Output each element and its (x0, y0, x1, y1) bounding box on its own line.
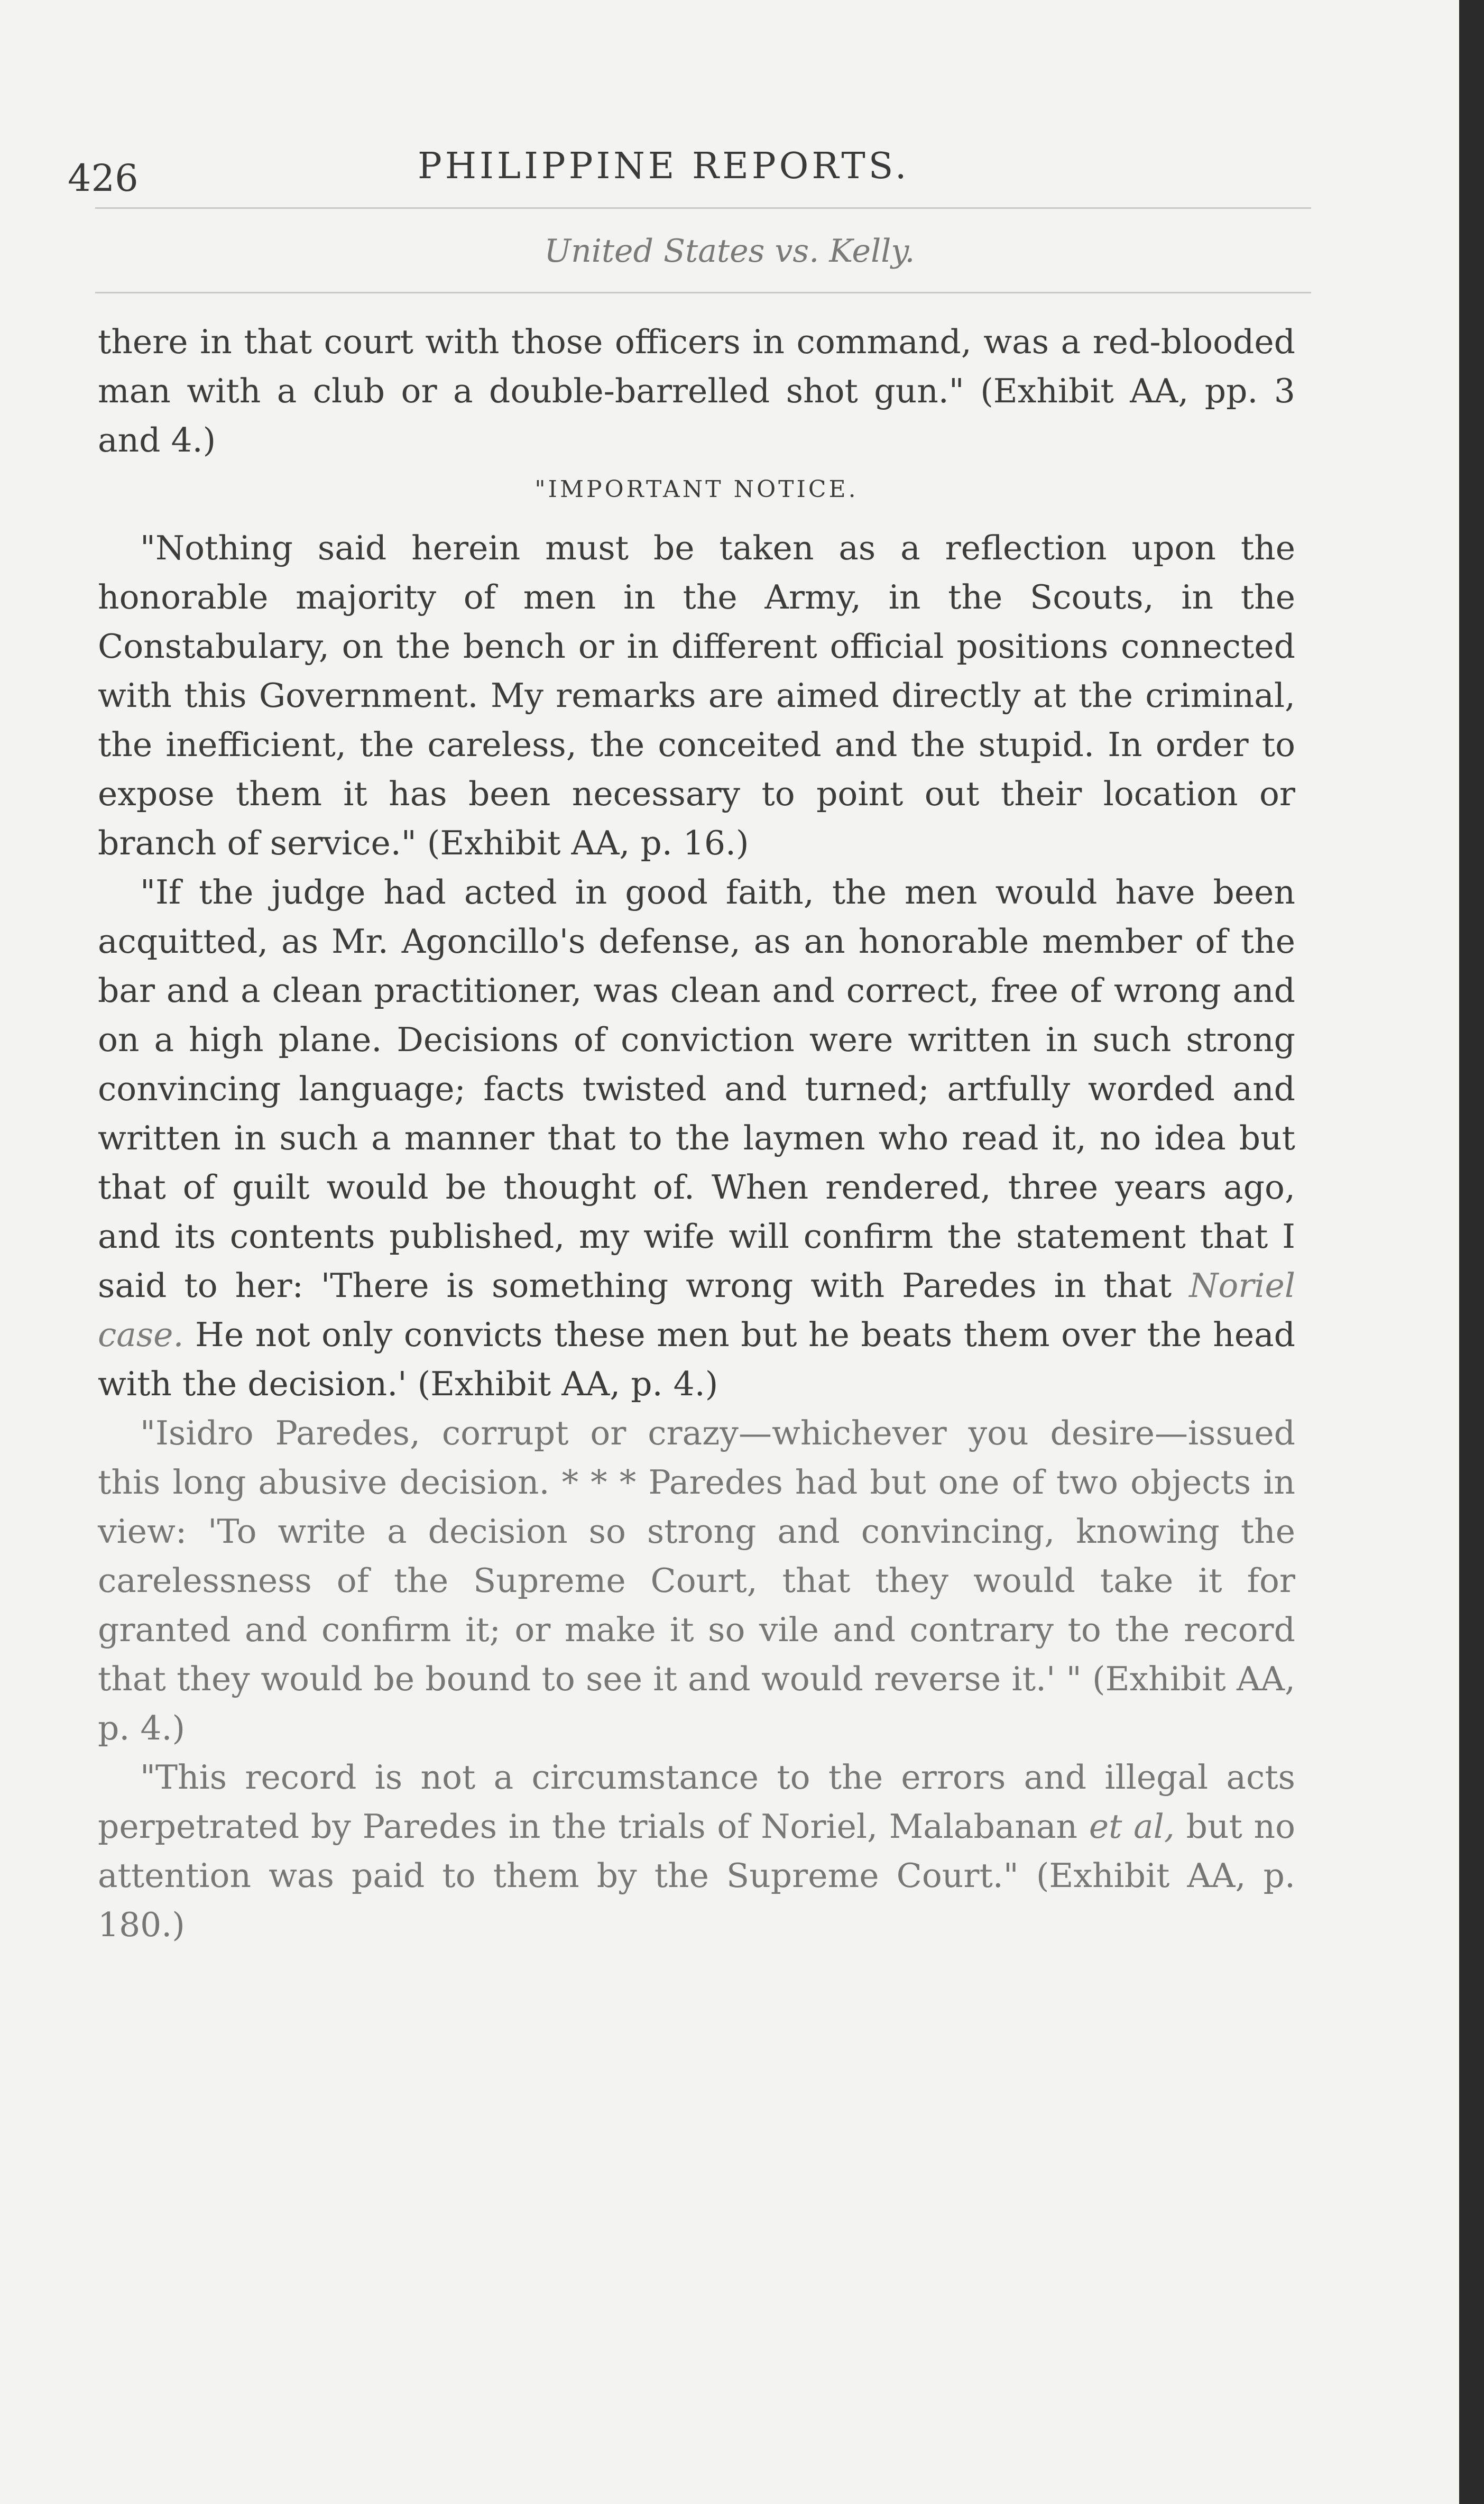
paragraph-record (98, 1753, 1295, 1949)
paragraph-paredes: "Isidro Paredes, corrupt or crazy—whichever you desire—issued this long abusive decision. * * * Paredes had but one of two objects in view: 'To write a decision so strong and convincing, knowing the carelessness of the Supreme Court, that they would take it for granted and confirm it; or make it so vile and contrary to the record that they would be bound to see it and would reverse it.' " (Exhibit AA, p. 4.) (98, 1414, 1295, 1747)
paragraph-record-text-b: but no attention was paid to them by the Supreme Court." (Exhibit AA, p. 180.) (98, 1807, 1295, 1944)
case-title: United States vs. Kelly. (544, 233, 915, 270)
header-rule (95, 207, 1311, 209)
et-al-italic: et al, (1089, 1807, 1175, 1846)
paragraph-notice: "Nothing said herein must be taken as a reflection upon the honorable majority of men in the Army, in the Scouts, in the Constabulary, on the bench or in different official positions connected with this Government. My remarks are aimed directly at the criminal, the inefficient, the careless, the conceited and the stupid. In order to expose them it has been necessary to point out their location or branch of service." (Exhibit AA, p. 16.) (98, 529, 1295, 862)
scan-edge (1459, 0, 1484, 2504)
body-text (98, 317, 1295, 1949)
notice-heading: "IMPORTANT NOTICE. (534, 476, 859, 503)
case-title-rule (95, 292, 1311, 293)
paragraph-good-faith (98, 868, 1295, 1408)
paragraph-good-faith-text-a: "If the judge had acted in good faith, the men would have been acquitted, as Mr. Agoncillo's defense, as an honorable member of the bar and a clean practitioner, was clean and correct, free of wrong and on a high plane. Decisions of conviction were written in such strong convincing language; facts twisted and turned; artfully worded and written in such a manner that to the laymen who read it, no idea but that of guilt would be thought of. When rendered, three years ago, and its contents published, my wife will confirm the statement that I said to her: 'There is something wrong with Paredes in that (98, 873, 1295, 1305)
page-number: 426 (68, 156, 139, 200)
paragraph-continuation: there in that court with those officers in command, was a red-blooded man with a club or a double-barrelled shot gun." (Exhibit AA, pp. 3 and 4.) (98, 323, 1295, 459)
paragraph-record-text-a: "This record is not a circumstance to the errors and illegal acts perpetrated by Paredes in the trials of Noriel, Malabanan (98, 1758, 1295, 1846)
case-name-italic: Noriel case. (98, 1266, 1295, 1354)
running-head: PHILIPPINE REPORTS. (418, 145, 910, 187)
paragraph-good-faith-text-b: He not only convicts these men but he beats them over the head with the decision.' (Exhibit AA, p. 4.) (98, 1315, 1295, 1403)
